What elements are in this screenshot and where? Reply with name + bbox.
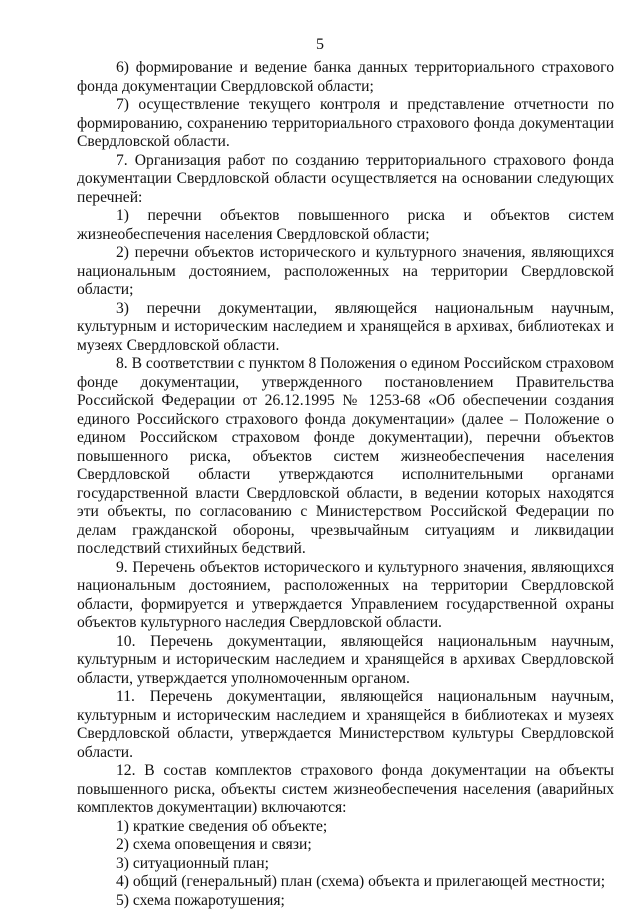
paragraph: 1) перечни объектов повышенного риска и объектов систем жизнеобеспечения населения Свердловской области; <box>77 207 614 244</box>
paragraph: 6) формирование и ведение банка данных территориального страхового фонда документации Свердловской области; <box>77 59 614 96</box>
paragraph: 3) перечни документации, являющейся национальным научным, культурным и историческим наследием и хранящейся в архивах, библиотеках и музеях Свердловской области. <box>77 300 614 356</box>
page-number: 5 <box>0 36 640 54</box>
list-item: 3) ситуационный план; <box>77 855 614 874</box>
document-body <box>77 59 614 910</box>
list-item: 4) общий (генеральный) план (схема) объекта и прилегающей местности; <box>77 873 614 892</box>
paragraph: 12. В состав комплектов страхового фонда документации на объекты повышенного риска, объекты систем жизнеобеспечения населения (аварийных комплектов документации) включаются: <box>77 762 614 818</box>
paragraph: 11. Перечень документации, являющейся национальным научным, культурным и историческим наследием и хранящейся в библиотеках и музеях Свердловской области, утверждается Министерством культуры Свердловской области. <box>77 688 614 762</box>
paragraph: 8. В соответствии с пунктом 8 Положения о едином Российском страховом фонде документации, утвержденного постановлением Правительства Российской Федерации от 26.12.1995 № 1253-68 «Об обеспечении создания единого Российского страхового фонда документации» (далее – Положение о едином Российском страховом фонде документации), перечни объектов повышенного риска, объектов систем жизнеобеспечения населения Свердловской области утверждаются исполнительными органами государственной власти Свердловской области, в ведении которых находятся эти объекты, по согласованию с Министерством Российской Федерации по делам гражданской обороны, чрезвычайным ситуациям и ликвидации последствий стихийных бедствий. <box>77 355 614 559</box>
paragraph: 10. Перечень документации, являющейся национальным научным, культурным и историческим наследием и хранящейся в архивах Свердловской области, утверждается уполномоченным органом. <box>77 633 614 689</box>
paragraph: 7) осуществление текущего контроля и представление отчетности по формированию, сохранению территориального страхового фонда документации Свердловской области. <box>77 96 614 152</box>
paragraph: 9. Перечень объектов исторического и культурного значения, являющихся национальным достоянием, расположенных на территории Свердловской области, формируется и утверждается Управлением государственной охраны объектов культурного наследия Свердловской области. <box>77 559 614 633</box>
list-item: 2) схема оповещения и связи; <box>77 836 614 855</box>
paragraph: 7. Организация работ по созданию территориального страхового фонда документации Свердловской области осуществляется на основании следующих перечней: <box>77 152 614 208</box>
paragraph: 2) перечни объектов исторического и культурного значения, являющихся национальным достоянием, расположенных на территории Свердловской области; <box>77 244 614 300</box>
list-item: 1) краткие сведения об объекте; <box>77 818 614 837</box>
list-item: 5) схема пожаротушения; <box>77 892 614 910</box>
